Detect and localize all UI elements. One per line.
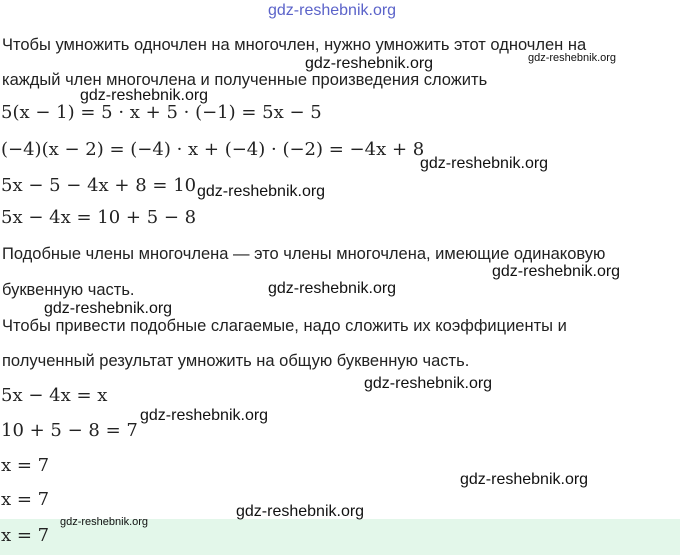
watermark: gdz-reshebnik.org	[460, 471, 589, 488]
equation-3: 5x − 5 − 4x + 8 = 10	[1, 175, 197, 196]
watermark: gdz-reshebnik.org	[60, 516, 149, 528]
watermark-top: gdz-reshebnik.org	[268, 2, 397, 19]
rule-text-line: Чтобы умножить одночлен на многочлен, нужно умножить этот одночлен на	[2, 36, 587, 54]
watermark: gdz-reshebnik.org	[268, 280, 397, 297]
definition-text-line: Подобные члены многочлена — это члены многочлена, имеющие одинаковую	[2, 245, 606, 263]
equation-4: 5x − 4x = 10 + 5 − 8	[1, 207, 197, 228]
equation-1: 5(x − 1) = 5 · x + 5 · (−1) = 5x − 5	[1, 102, 322, 123]
definition-text-line: буквенную часть.	[2, 281, 135, 299]
watermark: gdz-reshebnik.org	[80, 87, 209, 104]
watermark: gdz-reshebnik.org	[44, 300, 173, 317]
watermark: gdz-reshebnik.org	[236, 503, 365, 520]
rule-text-line: полученный результат умножить на общую буквенную часть.	[2, 352, 470, 370]
equation-6: 10 + 5 − 8 = 7	[1, 420, 138, 441]
equation-2: (−4)(x − 2) = (−4) · x + (−4) · (−2) = −4x + 8	[1, 139, 425, 160]
equation-7: x = 7	[1, 455, 50, 476]
answer-equation: x = 7	[1, 525, 50, 546]
watermark: gdz-reshebnik.org	[492, 263, 621, 280]
rule-text-line: Чтобы привести подобные слагаемые, надо сложить их коэффициенты и	[2, 317, 567, 335]
equation-5: 5x − 4x = x	[1, 385, 108, 406]
watermark: gdz-reshebnik.org	[528, 52, 617, 64]
watermark: gdz-reshebnik.org	[305, 55, 434, 72]
watermark: gdz-reshebnik.org	[420, 155, 549, 172]
rule-text-line: каждый член многочлена и полученные произведения сложить	[2, 71, 488, 89]
watermark: gdz-reshebnik.org	[364, 375, 493, 392]
watermark: gdz-reshebnik.org	[197, 183, 326, 200]
watermark: gdz-reshebnik.org	[140, 407, 269, 424]
equation-8: x = 7	[1, 489, 50, 510]
